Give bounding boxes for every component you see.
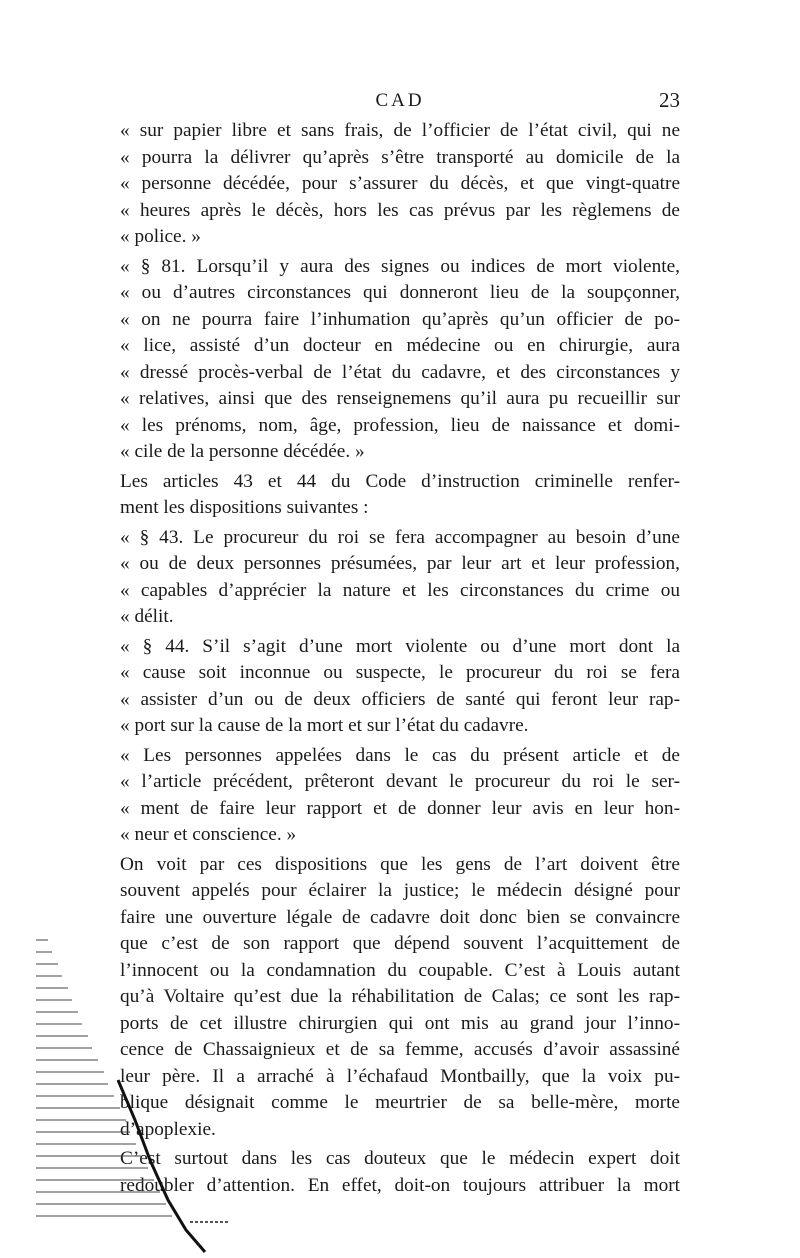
page-number: 23 [659, 88, 680, 112]
text-line: « personne décédée, pour s’assurer du décès, et que vingt-quatre [120, 173, 680, 194]
text-line: « on ne pourra faire l’inhumation qu’après qu’un officier de po- [120, 308, 680, 330]
text-line: redoubler d’attention. En effet, doit-on toujours attribuer la mort [120, 1174, 680, 1196]
text-line: « neur et conscience. » [120, 824, 297, 845]
text-line: « ou d’autres circonstances qui donneront lieu de la soupçonner, [120, 282, 680, 303]
text-line: faire une ouverture légale de cadavre doit donc bien se convaincre [120, 906, 680, 928]
paragraph [120, 469, 680, 522]
text-line: « pourra la délivrer qu’après s’être transporté au domicile de la [120, 146, 680, 168]
text-line: « port sur la cause de la mort et sur l’état du cadavre. [120, 715, 529, 736]
text-line: « § 81. Lorsqu’il y aura des signes ou indices de mort violente, [120, 255, 680, 277]
text-line: « police. » [120, 226, 201, 247]
text-line: leur père. Il a arraché à l’échafaud Montbailly, que la voix pu- [120, 1065, 680, 1087]
paragraph [120, 634, 680, 740]
text-line: « lice, assisté d’un docteur en médecine ou en chirurgie, aura [120, 335, 680, 356]
text-line: souvent appelés pour éclairer la justice; le médecin désigné pour [120, 880, 680, 901]
text-line: « capables d’apprécier la nature et les circonstances du crime ou [120, 579, 680, 601]
text-line: d’apoplexie. [120, 1118, 216, 1140]
scan-edge-artifact [0, 930, 230, 1258]
paragraph [120, 743, 680, 849]
text-line: ment les dispositions suivantes : [120, 497, 369, 518]
text-line: « ment de faire leur rapport et de donner leur avis en leur hon- [120, 797, 680, 819]
text-line: « dressé procès-verbal de l’état du cadavre, et des circonstances y [120, 361, 680, 383]
text-line: « Les personnes appelées dans le cas du présent article et de [120, 744, 680, 766]
text-line: « cile de la personne décédée. » [120, 441, 365, 462]
text-line: « assister d’un ou de deux officiers de santé qui feront leur rap- [120, 688, 680, 710]
text-line: Les articles 43 et 44 du Code d’instruction criminelle renfer- [120, 470, 680, 492]
text-line: que c’est de son rapport que dépend souvent l’acquittement de [120, 933, 680, 954]
text-line: « cause soit inconnue ou suspecte, le procureur du roi se fera [120, 662, 680, 683]
text-line: « les prénoms, nom, âge, profession, lieu de naissance et domi- [120, 414, 680, 436]
text-line: « relatives, ainsi que des renseignemens qu’il aura pu recueillir sur [120, 388, 680, 409]
paragraph [120, 118, 680, 251]
text-line: On voit par ces dispositions que les gens de l’art doivent être [120, 853, 680, 875]
text-line: « ou de deux personnes présumées, par leur art et leur profession, [120, 553, 680, 574]
paragraph [120, 254, 680, 466]
page-header [120, 88, 680, 118]
text-line: « délit. [120, 606, 174, 627]
running-head: CAD [375, 90, 425, 111]
text-line: « § 43. Le procureur du roi se fera accompagner au besoin d’une [120, 526, 680, 548]
text-line: C’est surtout dans les cas douteux que le médecin expert doit [120, 1148, 680, 1169]
text-line: qu’à Voltaire qu’est due la réhabilitation de Calas; ce sont les rap- [120, 986, 680, 1007]
text-line: ports de cet illustre chirurgien qui ont mis au grand jour l’inno- [120, 1012, 680, 1034]
text-line: cence de Chassaignieux et de sa femme, accusés d’avoir assassiné [120, 1039, 680, 1060]
text-line: blique désignait comme le meurtrier de sa belle-mère, morte [120, 1092, 680, 1113]
text-line: « sur papier libre et sans frais, de l’officier de l’état civil, qui ne [120, 120, 680, 141]
paragraph [120, 525, 680, 631]
text-line: « heures après le décès, hors les cas prévus par les règlemens de [120, 199, 680, 221]
text-line: « § 44. S’il s’agit d’une mort violente ou d’une mort dont la [120, 635, 680, 657]
text-line: l’innocent ou la condamnation du coupable. C’est à Louis autant [120, 959, 680, 981]
text-line: « l’article précédent, prêteront devant le procureur du roi le ser- [120, 771, 680, 792]
